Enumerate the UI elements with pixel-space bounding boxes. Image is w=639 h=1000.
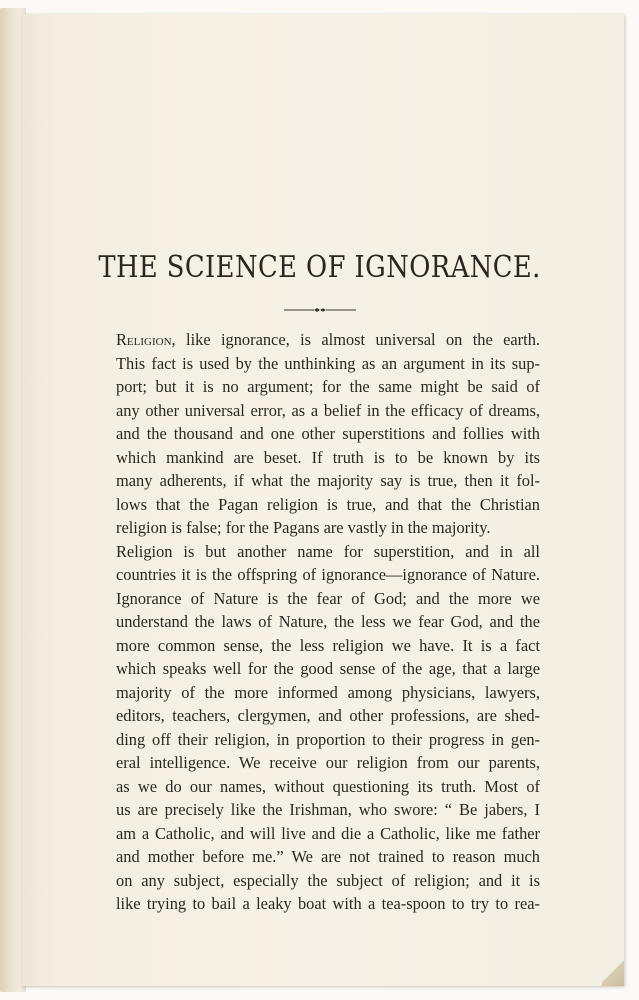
text-line: like trying to bail a leaky boat with a tea-spoon to try to rea- xyxy=(116,894,540,913)
body-text xyxy=(100,328,540,916)
text-line: us are precisely like the Irishman, who swore: “ Be jabers, I xyxy=(116,800,540,819)
text-line: which speaks well for the good sense of the age, that a large xyxy=(116,659,540,678)
text-line: and mother before me.” We are not trained to reason much xyxy=(116,847,540,866)
text-line: more common sense, the less religion we have. It is a fact xyxy=(116,635,540,655)
opening-word: Religion xyxy=(116,330,172,349)
text-line: lows that the Pagan religion is true, and that the Christian xyxy=(116,494,540,514)
text-line: on any subject, especially the subject of religion; and it is xyxy=(116,870,540,890)
text-line: editors, teachers, clergymen, and other professions, are shed- xyxy=(116,706,540,725)
text-line: Ignorance of Nature is the fear of God; and the more we xyxy=(116,588,540,608)
text-line: and the thousand and one other superstitions and follies with xyxy=(116,424,540,443)
text-line: which mankind are beset. If truth is to be known by its xyxy=(116,447,540,467)
title-ornament xyxy=(282,305,358,315)
text-line: majority of the more informed among physicians, lawyers, xyxy=(116,682,540,702)
text-line: countries it is the offspring of ignorance—ignorance of Nature. xyxy=(116,565,540,584)
text-line: ding off their religion, in proportion to their progress in gen- xyxy=(116,729,540,749)
text-line: port; but it is no argument; for the same might be said of xyxy=(116,377,540,396)
text-line: Religion is but another name for superstition, and in all xyxy=(116,541,540,561)
paragraph-2 xyxy=(100,540,540,916)
text-line: understand the laws of Nature, the less we fear God, and the xyxy=(116,612,540,631)
text-line: This fact is used by the unthinking as an argument in its sup- xyxy=(116,353,540,373)
text-line: am a Catholic, and will live and die a Catholic, like me father xyxy=(116,823,540,843)
text-line xyxy=(100,328,540,352)
text-line: eral intelligence. We receive our religion from our parents, xyxy=(116,753,540,772)
text-line: as we do our names, without questioning its truth. Most of xyxy=(116,776,540,796)
page-title: THE SCIENCE OF IGNORANCE. xyxy=(98,250,541,285)
text-line-rest: , like ignorance, is almost universal on the earth. xyxy=(171,330,540,349)
text-line: many adherents, if what the majority say is true, then it fol- xyxy=(116,471,540,490)
text-line: religion is false; for the Pagans are vastly in the majority. xyxy=(116,518,491,537)
paragraph-1 xyxy=(100,328,540,540)
text-line: any other universal error, as a belief in the efficacy of dreams, xyxy=(116,400,540,420)
